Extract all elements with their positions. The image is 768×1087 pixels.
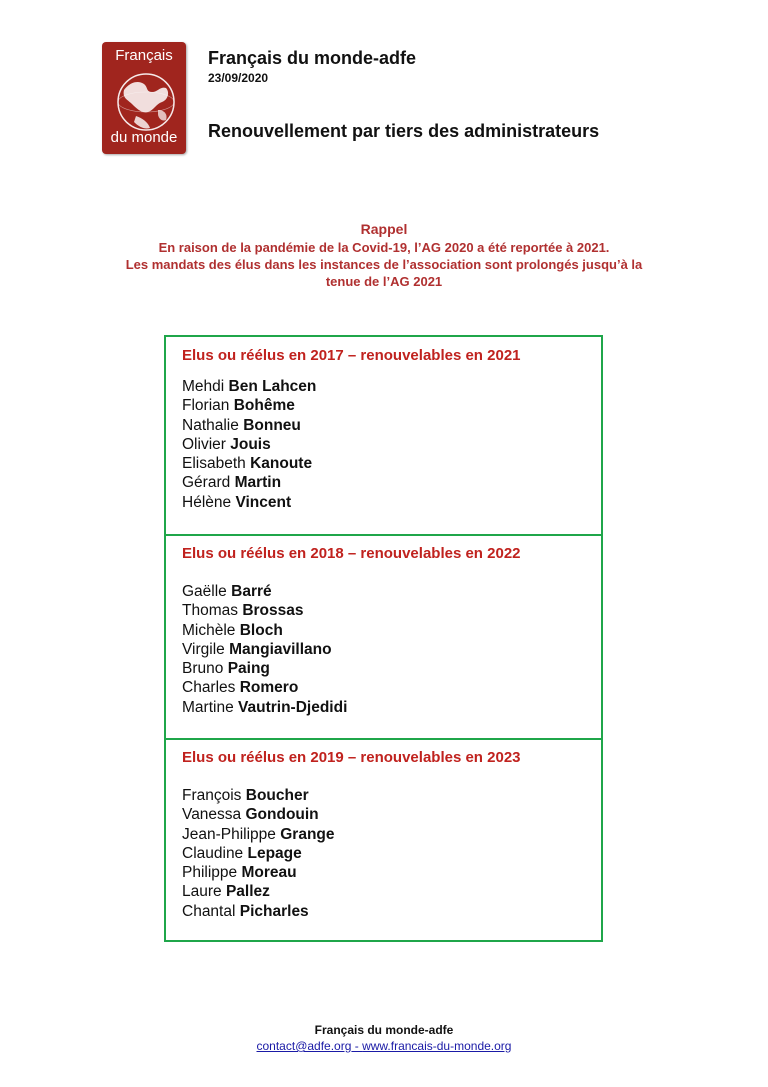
member-surname: Boucher <box>245 787 309 804</box>
member-first-name: Philippe <box>182 864 238 882</box>
member-item <box>182 825 601 844</box>
member-first-name: Martine <box>182 698 234 716</box>
section-2018 <box>166 534 601 738</box>
member-item <box>182 435 601 454</box>
member-surname: Bloch <box>239 621 283 639</box>
member-first-name: Florian <box>182 397 230 415</box>
member-first-name: Elisabeth <box>182 455 246 473</box>
member-surname: Lepage <box>247 844 302 862</box>
member-surname: Mangiavillano <box>229 640 332 658</box>
member-first-name: Laure <box>182 883 222 901</box>
member-surname: Barré <box>231 583 272 600</box>
member-item <box>182 473 601 492</box>
member-item <box>182 416 601 435</box>
member-item <box>182 786 601 805</box>
member-item <box>182 902 601 921</box>
association-logo <box>102 42 186 154</box>
member-first-name: Michèle <box>182 621 236 639</box>
member-first-name: Chantal <box>182 902 236 920</box>
member-item <box>182 396 601 415</box>
member-surname: Gondouin <box>245 806 319 824</box>
section-heading: Elus ou réélus en 2017 – renouvelables en 2021 <box>182 347 521 364</box>
member-first-name: Virgile <box>182 640 225 658</box>
member-item <box>182 659 601 678</box>
link-separator: - <box>351 1039 363 1053</box>
member-surname: Vautrin-Djedidi <box>238 698 348 716</box>
member-item <box>182 863 601 882</box>
footer-organization: Français du monde-adfe <box>314 1023 454 1037</box>
member-first-name: Thomas <box>182 602 238 620</box>
elected-members-box <box>164 335 603 942</box>
website-link[interactable]: www.francais-du-monde.org <box>362 1039 512 1053</box>
member-first-name: Gaëlle <box>182 583 227 600</box>
member-surname: Bohême <box>233 397 295 415</box>
member-list <box>182 377 601 512</box>
member-surname: Vincent <box>235 493 292 511</box>
footer-links <box>0 1038 768 1054</box>
notice-line: tenue de l’AG 2021 <box>325 274 443 289</box>
member-item <box>182 454 601 473</box>
member-surname: Brossas <box>242 602 304 620</box>
member-item <box>182 493 601 512</box>
member-item <box>182 882 601 901</box>
member-item <box>182 844 601 863</box>
member-first-name: Hélène <box>182 493 232 511</box>
member-first-name: Mehdi <box>182 378 225 395</box>
member-first-name: François <box>182 787 242 804</box>
member-surname: Pallez <box>225 883 270 901</box>
member-surname: Grange <box>280 825 335 843</box>
member-list <box>182 786 601 921</box>
member-surname: Ben Lahcen <box>228 378 317 395</box>
document-date: 23/09/2020 <box>208 71 269 85</box>
document-title: Renouvellement par tiers des administrateurs <box>208 121 600 141</box>
member-surname: Kanoute <box>250 455 313 473</box>
member-surname: Picharles <box>239 902 309 920</box>
notice-line: En raison de la pandémie de la Covid-19, l’AG 2020 a été reportée à 2021. <box>158 240 610 255</box>
member-list <box>182 582 601 717</box>
member-item <box>182 678 601 697</box>
logo-text-bottom: du monde <box>110 129 178 146</box>
member-surname: Jouis <box>230 435 271 453</box>
member-surname: Bonneu <box>243 416 301 434</box>
notice-line: Les mandats des élus dans les instances de l’association sont prolongés jusqu’à la <box>125 257 643 272</box>
member-first-name: Gérard <box>182 474 231 492</box>
notice-heading: Rappel <box>360 221 408 237</box>
logo-text-top: Français <box>115 47 173 64</box>
section-heading: Elus ou réélus en 2018 – renouvelables en 2022 <box>182 545 521 562</box>
member-item <box>182 698 601 717</box>
section-2019 <box>166 738 601 940</box>
member-item <box>182 805 601 824</box>
member-surname: Romero <box>239 679 299 697</box>
email-link[interactable]: contact@adfe.org <box>256 1039 352 1053</box>
member-item <box>182 621 601 640</box>
member-first-name: Olivier <box>182 435 226 453</box>
member-item <box>182 377 601 396</box>
member-first-name: Bruno <box>182 660 224 678</box>
member-first-name: Vanessa <box>182 806 242 824</box>
member-item <box>182 601 601 620</box>
member-item <box>182 582 601 601</box>
section-heading: Elus ou réélus en 2019 – renouvelables en 2023 <box>182 749 521 766</box>
member-first-name: Jean-Philippe <box>182 825 276 843</box>
page-footer <box>0 1022 768 1054</box>
member-surname: Moreau <box>241 864 297 882</box>
organization-title: Français du monde-adfe <box>208 48 417 68</box>
reminder-notice <box>90 221 678 290</box>
section-2017 <box>166 337 601 534</box>
member-item <box>182 640 601 659</box>
member-first-name: Nathalie <box>182 416 239 434</box>
member-surname: Paing <box>227 660 270 678</box>
member-first-name: Charles <box>182 679 236 697</box>
member-surname: Martin <box>234 474 282 492</box>
member-first-name: Claudine <box>182 844 244 862</box>
